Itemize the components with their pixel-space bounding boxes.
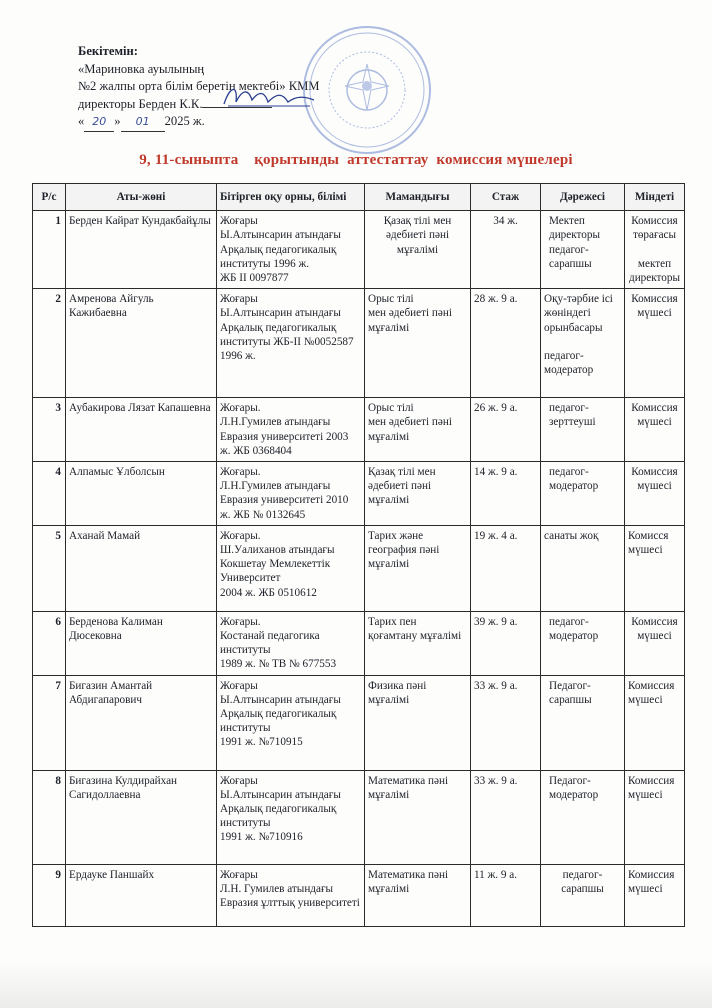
approval-school-line: «Мариновка ауылының: [78, 61, 205, 76]
cell-num: 2: [33, 289, 66, 398]
cell-specialty: Тарих және география пәні мұғалімі: [365, 525, 471, 611]
cell-num: 7: [33, 675, 66, 770]
date-day: 20: [84, 113, 114, 132]
cell-num: 8: [33, 770, 66, 864]
cell-experience: 26 ж. 9 а.: [471, 398, 541, 462]
cell-education: Жоғары. Костанай педагогика институты 1989 ж. № ТВ № 677553: [217, 611, 365, 675]
official-seal: [301, 24, 433, 156]
cell-duty: Комиссия мүшесі: [625, 398, 685, 462]
cell-experience: 39 ж. 9 а.: [471, 611, 541, 675]
cell-specialty: Физика пәні мұғалімі: [365, 675, 471, 770]
cell-name: Алпамыс Ұлболсын: [66, 462, 217, 526]
header-num: Р/с: [33, 184, 66, 211]
cell-education: Жоғары Ы.Алтынсарин атындағы Арқалық педагогикалық институты 1991 ж. №710916: [217, 770, 365, 864]
cell-duty: Комиссия мүшесі: [625, 864, 685, 926]
cell-duty: Комиссия мүшесі: [625, 611, 685, 675]
cell-rank: Педагог-модератор: [541, 770, 625, 864]
cell-specialty: Қазақ тілі мен әдебиеті пәні мұғалімі: [365, 211, 471, 289]
table-row: [33, 462, 685, 526]
cell-experience: 33 ж. 9 а.: [471, 675, 541, 770]
commission-table: [32, 183, 685, 927]
cell-experience: 28 ж. 9 а.: [471, 289, 541, 398]
cell-education: Жоғары. Ш.Уалиханов атындағы Кокшетау Мемлекеттік Университет 2004 ж. ЖБ 0510612: [217, 525, 365, 611]
cell-rank: педагог-зерттеуші: [541, 398, 625, 462]
cell-name: Бигазина Кулдирайхан Сагидоллаевна: [66, 770, 217, 864]
cell-name: Берденова Калиман Дюсековна: [66, 611, 217, 675]
cell-experience: 34 ж.: [471, 211, 541, 289]
cell-duty: Комиссия төрағасы мектеп директоры: [625, 211, 685, 289]
cell-duty: Комисся мүшесі: [625, 525, 685, 611]
header-rank: Дәрежесі: [541, 184, 625, 211]
header-specialty: Мамандығы: [365, 184, 471, 211]
cell-experience: 19 ж. 4 а.: [471, 525, 541, 611]
header-experience: Стаж: [471, 184, 541, 211]
table-row: [33, 398, 685, 462]
cell-name: Амренова Айгуль Кажибаевна: [66, 289, 217, 398]
cell-education: Жоғары. Л.Н.Гумилев атындағы Евразия университеті 2003 ж. ЖБ 0368404: [217, 398, 365, 462]
header-education: Бітірген оқу орны, білімі: [217, 184, 365, 211]
cell-name: Ердауке Паншайх: [66, 864, 217, 926]
cell-specialty: Тарих пен қоғамтану мұғалімі: [365, 611, 471, 675]
cell-duty: Комиссия мүшесі: [625, 462, 685, 526]
cell-num: 5: [33, 525, 66, 611]
table-row: [33, 289, 685, 398]
header-name: Аты-жөні: [66, 184, 217, 211]
cell-rank: Оқу-тәрбие ісі жөніндегі орынбасары педагог-модератор: [541, 289, 625, 398]
cell-specialty: Математика пәні мұғалімі: [365, 864, 471, 926]
cell-num: 4: [33, 462, 66, 526]
cell-experience: 11 ж. 9 а.: [471, 864, 541, 926]
cell-duty: Комиссия мүшесі: [625, 675, 685, 770]
cell-specialty: Орыс тілі мен әдебиеті пәні мұғалімі: [365, 289, 471, 398]
table-header-row: [33, 184, 685, 211]
director-signature: [218, 80, 318, 112]
cell-rank: педагог-сарапшы: [541, 864, 625, 926]
header-duty: Міндеті: [625, 184, 685, 211]
table-row: [33, 525, 685, 611]
cell-rank: санаты жоқ: [541, 525, 625, 611]
cell-rank: педагог-модератор: [541, 611, 625, 675]
cell-name: Аханай Мамай: [66, 525, 217, 611]
approval-director-line: директоры Берден К.К.: [78, 96, 320, 114]
page-bottom-edge: [0, 962, 712, 1008]
cell-education: Жоғары. Л.Н.Гумилев атындағы Евразия университеті 2010 ж. ЖБ № 0132645: [217, 462, 365, 526]
cell-specialty: Математика пәні мұғалімі: [365, 770, 471, 864]
table-row: [33, 611, 685, 675]
cell-experience: 33 ж. 9 а.: [471, 770, 541, 864]
cell-num: 3: [33, 398, 66, 462]
cell-num: 1: [33, 211, 66, 289]
date-month: 01: [121, 113, 165, 132]
table-row: [33, 211, 685, 289]
cell-experience: 14 ж. 9 а.: [471, 462, 541, 526]
cell-duty: Комиссия мүшесі: [625, 770, 685, 864]
cell-name: Берден Кайрат Кундакбайұлы: [66, 211, 217, 289]
cell-rank: педагог-модератор: [541, 462, 625, 526]
approval-date-line: « 20 » 01 2025 ж.: [78, 113, 320, 132]
cell-num: 9: [33, 864, 66, 926]
cell-education: Жоғары Ы.Алтынсарин атындағы Арқалық педагогикалық институты 1991 ж. №710915: [217, 675, 365, 770]
cell-rank: Педагог-сарапшы: [541, 675, 625, 770]
date-year: 2025 ж.: [164, 114, 205, 128]
cell-education: Жоғары Л.Н. Гумилев атындағы Евразия ұлттық университеті: [217, 864, 365, 926]
cell-name: Аубакирова Лязат Капашевна: [66, 398, 217, 462]
table-row: [33, 770, 685, 864]
cell-specialty: Қазақ тілі мен әдебиеті пәні мұғалімі: [365, 462, 471, 526]
table-row: [33, 864, 685, 926]
document-title: 9, 11-сыныпта қорытынды аттестаттау комиссия мүшелері: [139, 152, 573, 168]
cell-name: Бигазин Амантай Абдигапарович: [66, 675, 217, 770]
table-row: [33, 675, 685, 770]
approval-heading: Бекітемін:: [78, 44, 138, 58]
cell-education: Жоғары Ы.Алтынсарин атындағы Арқалық педагогикалық институты 1996 ж. ЖБ II 0097877: [217, 211, 365, 289]
cell-education: Жоғары Ы.Алтынсарин атындағы Арқалық педагогикалық институты ЖБ-II №0052587 1996 ж.: [217, 289, 365, 398]
cell-duty: Комиссия мүшесі: [625, 289, 685, 398]
cell-rank: Мектеп директоры педагог-сарапшы: [541, 211, 625, 289]
approval-school-line-2: №2 жалпы орта білім беретін мектебі» КММ: [78, 79, 320, 93]
cell-num: 6: [33, 611, 66, 675]
cell-specialty: Орыс тілі мен әдебиеті пәні мұғалімі: [365, 398, 471, 462]
